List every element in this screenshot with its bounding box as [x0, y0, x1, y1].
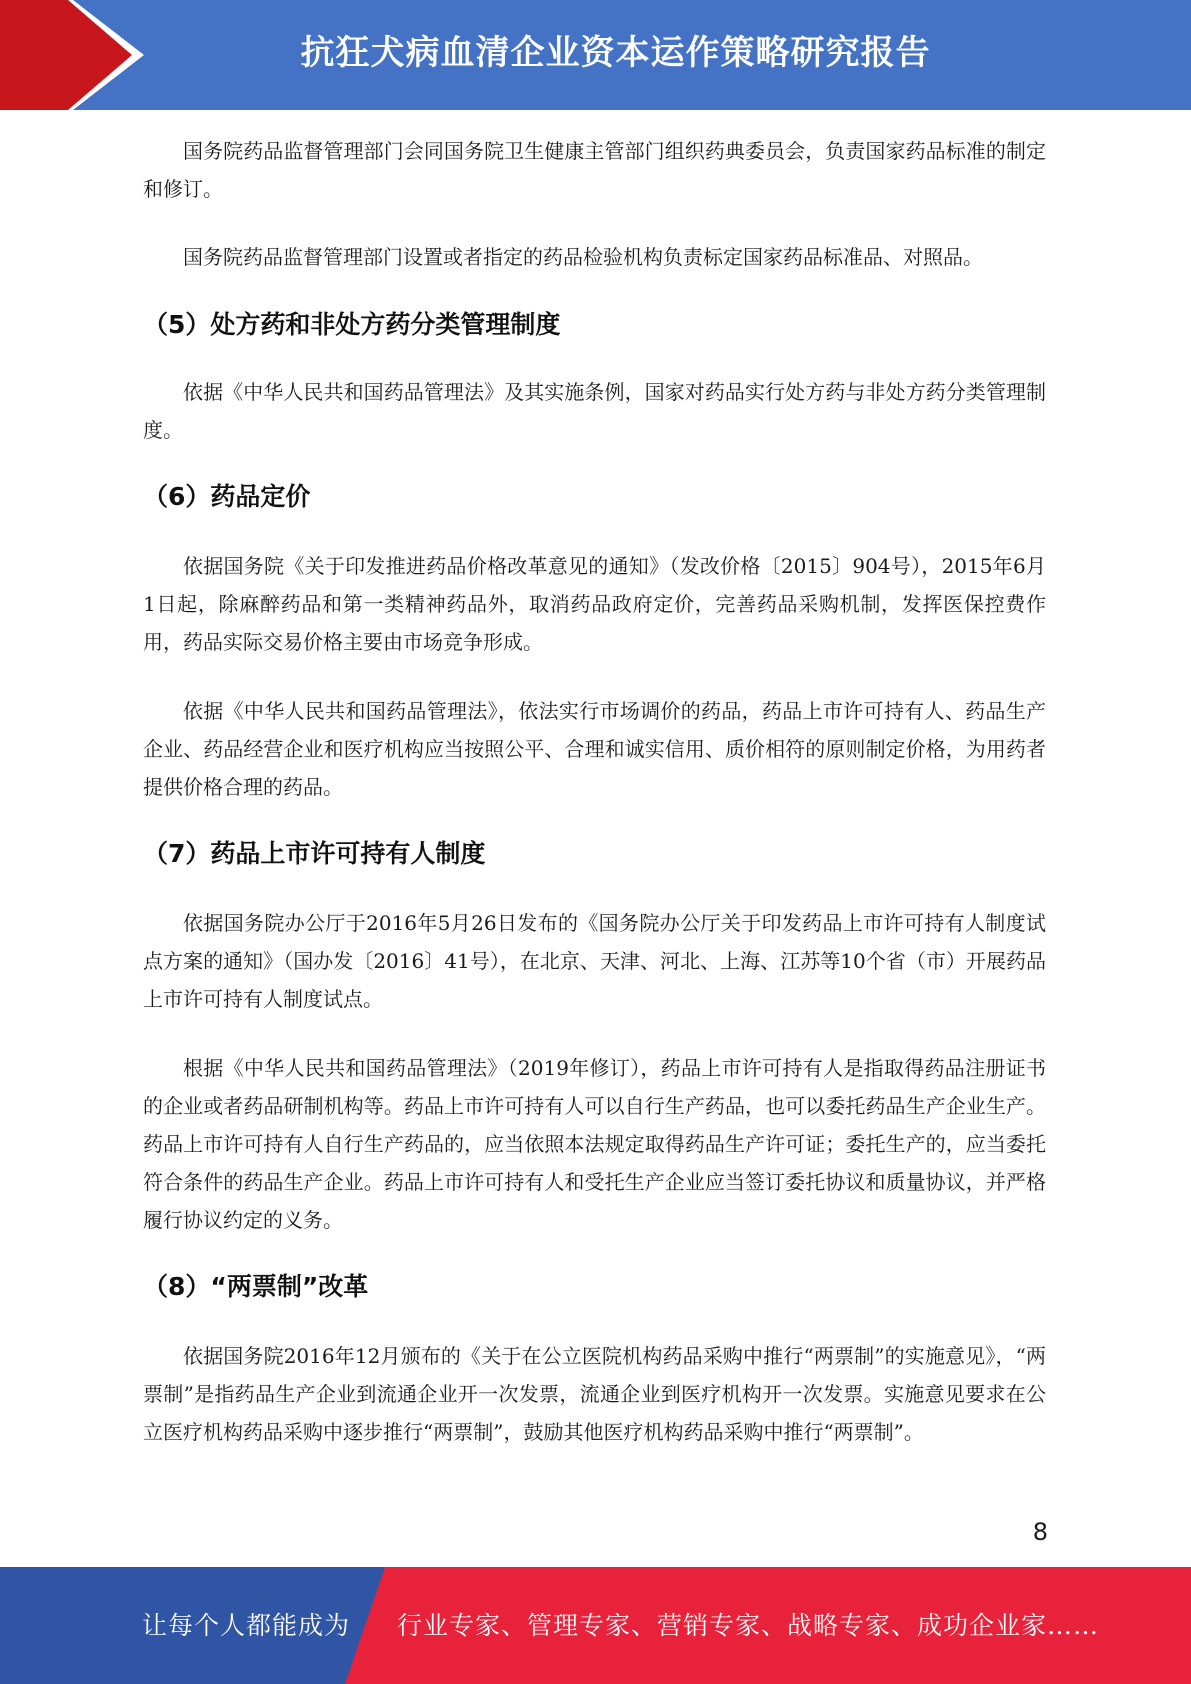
- body-paragraph: 国务院药品监督管理部门设置或者指定的药品检验机构负责标定国家药品标准品、对照品。: [183, 245, 983, 269]
- body-paragraph: 依据《中华人民共和国药品管理法》及其实施条例，国家对药品实行处方药与非处方药分类管理制度。: [143, 380, 1046, 442]
- section-heading: （6）药品定价: [143, 482, 311, 511]
- header-arrow-icon: [0, 0, 150, 110]
- section-heading: （7）药品上市许可持有人制度: [143, 839, 486, 868]
- body-paragraph: 依据《中华人民共和国药品管理法》，依法实行市场调价的药品，药品上市许可持有人、药品生产企业、药品经营企业和医疗机构应当按照公平、合理和诚实信用、质价相符的原则制定价格，为用药者提供价格合理的药品。: [143, 699, 1046, 799]
- body-paragraph: 根据《中华人民共和国药品管理法》（2019年修订），药品上市许可持有人是指取得药品注册证书的企业或者药品研制机构等。药品上市许可持有人可以自行生产药品，也可以委托药品生产企业生产。药品上市许可持有人自行生产药品的，应当依照本法规定取得药品生产许可证；委托生产的，应当委托符合条件的药品生产企业。药品上市许可持有人和受托生产企业应当签订委托协议和质量协议，并严格履行协议约定的义务。: [143, 1056, 1046, 1232]
- body-paragraph: 依据国务院2016年12月颁布的《关于在公立医院机构药品采购中推行“两票制”的实施意见》，“两票制”是指药品生产企业到流通企业开一次发票，流通企业到医疗机构开一次发票。实施意见要求在公立医疗机构药品采购中逐步推行“两票制”，鼓励其他医疗机构药品采购中推行“两票制”。: [143, 1344, 1046, 1444]
- report-title: 抗狂犬病血清企业资本运作策略研究报告: [300, 33, 931, 73]
- footer-slogan-left: 让每个人都能成为: [142, 1611, 351, 1640]
- document-body: [143, 132, 1046, 1451]
- report-header: [0, 0, 1191, 110]
- footer-slogan-right: 行业专家、管理专家、营销专家、战略专家、成功企业家……: [397, 1611, 1100, 1640]
- section-heading: （8）“两票制”改革: [143, 1272, 369, 1301]
- page-number: 8: [1032, 1518, 1048, 1546]
- body-paragraph: 依据国务院《关于印发推进药品价格改革意见的通知》（发改价格〔2015〕904号），2015年6月1日起，除麻醉药品和第一类精神药品外，取消药品政府定价，完善药品采购机制，发挥医保控费作用，药品实际交易价格主要由市场竞争形成。: [143, 554, 1046, 654]
- section-heading: （5）处方药和非处方药分类管理制度: [143, 310, 561, 339]
- report-footer: [0, 1567, 1191, 1684]
- body-paragraph: 国务院药品监督管理部门会同国务院卫生健康主管部门组织药典委员会，负责国家药品标准的制定和修订。: [143, 139, 1046, 201]
- body-paragraph: 依据国务院办公厅于2016年5月26日发布的《国务院办公厅关于印发药品上市许可持有人制度试点方案的通知》（国办发〔2016〕41号），在北京、天津、河北、上海、江苏等10个省（市）开展药品上市许可持有人制度试点。: [143, 911, 1046, 1011]
